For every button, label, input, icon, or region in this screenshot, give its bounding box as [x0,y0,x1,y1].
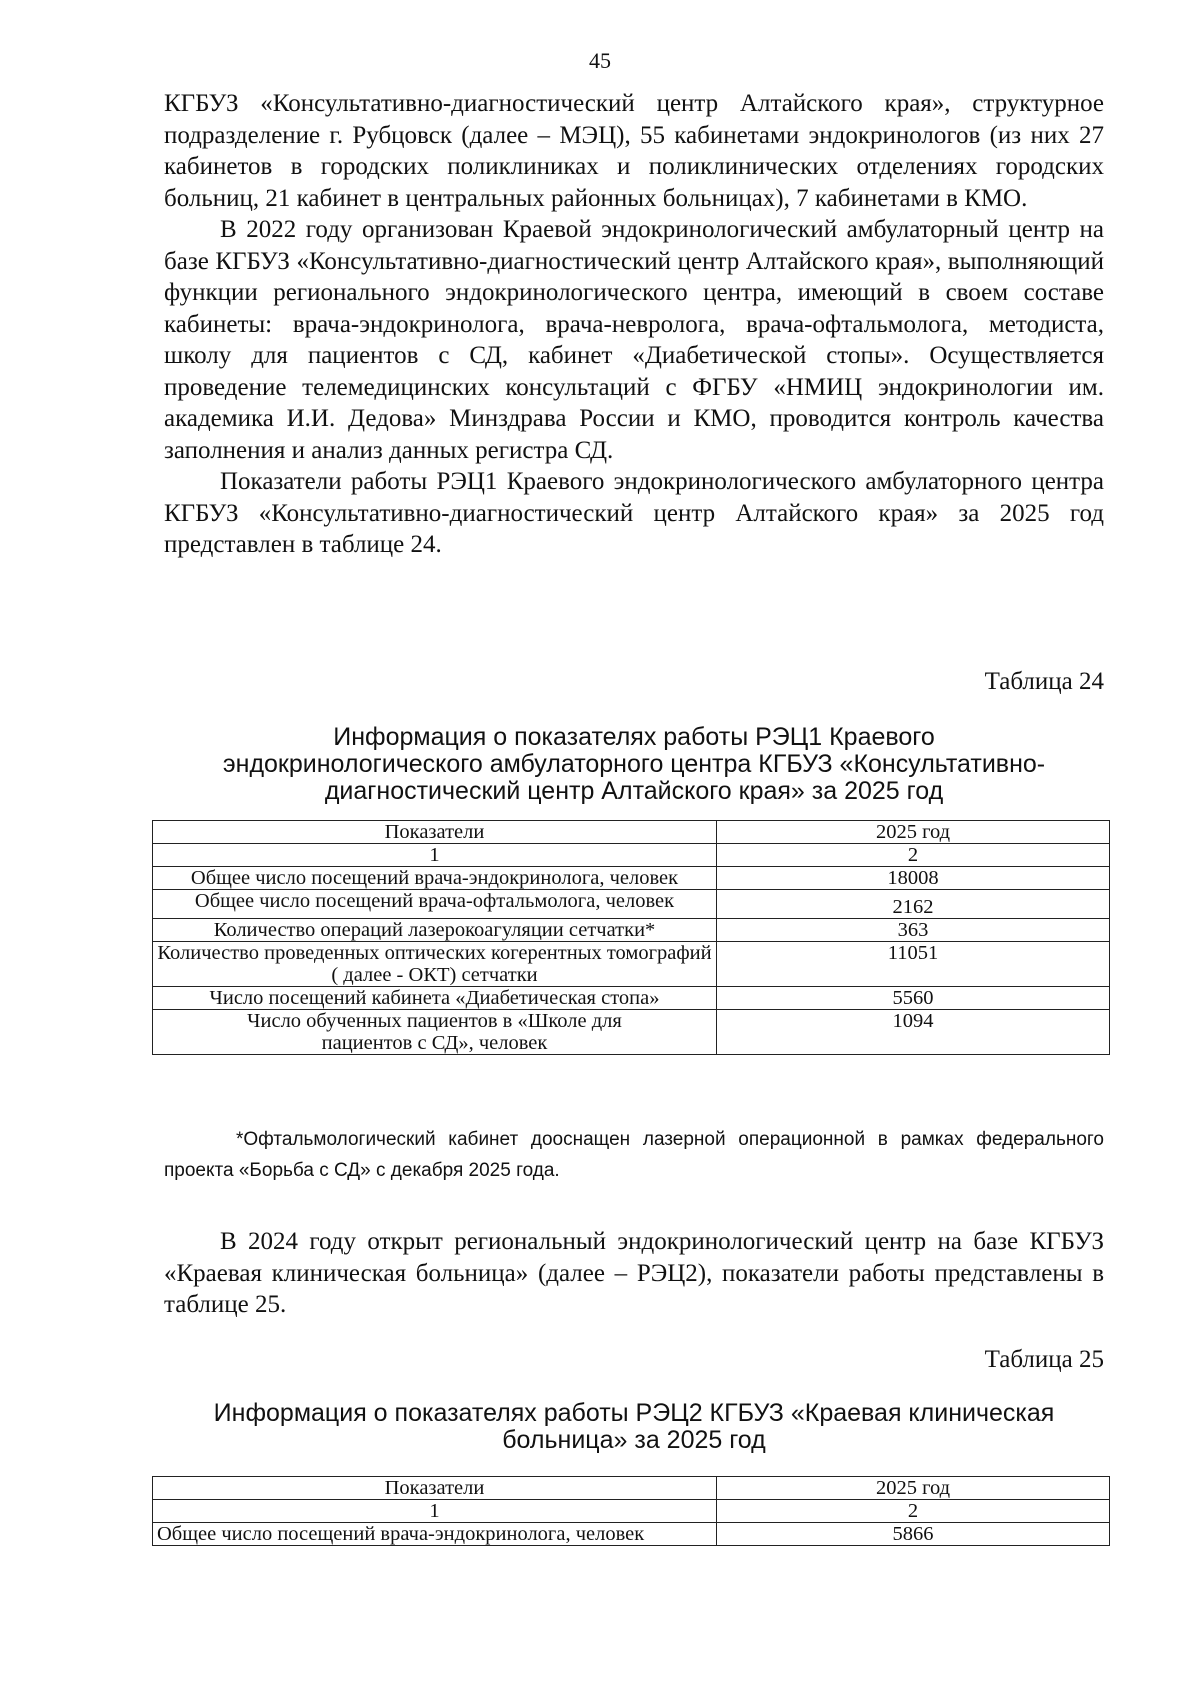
table-row [153,890,1110,919]
header-indicators: Показатели [153,1477,717,1500]
table-24-title-line: диагностический центр Алтайского края» за 2025 год [324,777,944,805]
table-24-title-line: эндокринологического амбулаторного центра КГБУЗ «Консультативно- [222,750,1046,778]
indicator-cell: Число обученных пациентов в «Школе для пациентов с СД», человек [153,1010,717,1055]
index-cell: 1 [153,844,717,867]
table-24 [152,820,1110,1055]
table-25-title [164,1400,1104,1454]
paragraph-1: КГБУЗ «Консультативно-диагностический центр Алтайского края», структурное подразделение г. Рубцовск (далее – МЭЦ), 55 кабинетами эндокринологов (из них 27 кабинетов в городских поликлиниках и поликлинических отделениях городских больниц, 21 кабинет в центральных районных больницах), 7 кабинетами в КМО. [164,90,1104,212]
table-24-footnote [164,1124,1104,1186]
outro-text [164,1226,1104,1321]
indicator-cell: Число посещений кабинета «Диабетическая стопа» [153,987,717,1010]
table-row [153,867,1110,890]
table-index-row [153,1500,1110,1523]
table-row [153,942,1110,987]
intro-text [164,88,1104,561]
table-25-label: Таблица 25 [984,1346,1104,1373]
table-24-title [164,724,1104,805]
table-header-row [153,1477,1110,1500]
paragraph-4: В 2024 году открыт региональный эндокринологический центр на базе КГБУЗ «Краевая клиническая больница» (далее – РЭЦ2), показатели работы представлены в таблице 25. [164,1228,1104,1318]
value-cell: 18008 [717,867,1110,890]
value-cell: 2162 [717,890,1110,919]
table-25 [152,1476,1110,1546]
table-25-title-line: больница» за 2025 год [502,1426,766,1454]
table-row [153,1523,1110,1546]
table-index-row [153,844,1110,867]
index-cell: 2 [717,1500,1110,1523]
value-cell: 363 [717,919,1110,942]
header-year: 2025 год [717,1477,1110,1500]
table-header-row [153,821,1110,844]
table-row [153,1010,1110,1055]
table-25-title-line: Информация о показателях работы РЭЦ2 КГБУЗ «Краевая клиническая [213,1399,1055,1427]
value-cell: 11051 [717,942,1110,987]
index-cell: 2 [717,844,1110,867]
header-year: 2025 год [717,821,1110,844]
table-24-label: Таблица 24 [984,668,1104,695]
indicator-cell: Общее число посещений врача-эндокринолога, человек [153,1523,717,1546]
page-number: 45 [589,48,611,73]
table-row [153,919,1110,942]
indicator-cell: Количество операций лазерокоагуляции сетчатки* [153,919,717,942]
indicator-cell: Общее число посещений врача-офтальмолога, человек [153,890,717,919]
table-24-title-line: Информация о показателях работы РЭЦ1 Краевого [333,723,935,751]
indicator-cell: Количество проведенных оптических когерентных томографий ( далее - ОКТ) сетчатки [153,942,717,987]
index-cell: 1 [153,1500,717,1523]
header-indicators: Показатели [153,821,717,844]
value-cell: 5560 [717,987,1110,1010]
value-cell: 5866 [717,1523,1110,1546]
paragraph-2: В 2022 году организован Краевой эндокринологический амбулаторный центр на базе КГБУЗ «Консультативно-диагностический центр Алтайского края», выполняющий функции регионального эндокринологического центра, имеющий в своем составе кабинеты: врача-эндокринолога, врача-невролога, врача-офтальмолога, методиста, школу для пациентов с СД, кабинет «Диабетической стопы». Осуществляется проведение телемедицинских консультаций с ФГБУ «НМИЦ эндокринологии им. академика И.И. Дедова» Минздрава России и КМО, проводится контроль качества заполнения и анализ данных регистра СД. [164,216,1104,464]
paragraph-3: Показатели работы РЭЦ1 Краевого эндокринологического амбулаторного центра КГБУЗ «Консультативно-диагностический центр Алтайского края» за 2025 год представлен в таблице 24. [164,468,1104,558]
value-cell: 1094 [717,1010,1110,1055]
footnote-text: *Офтальмологический кабинет дооснащен лазерной операционной в рамках федерального проекта «Борьба с СД» с декабря 2025 года. [164,1129,1104,1181]
indicator-cell: Общее число посещений врача-эндокринолога, человек [153,867,717,890]
table-row [153,987,1110,1010]
